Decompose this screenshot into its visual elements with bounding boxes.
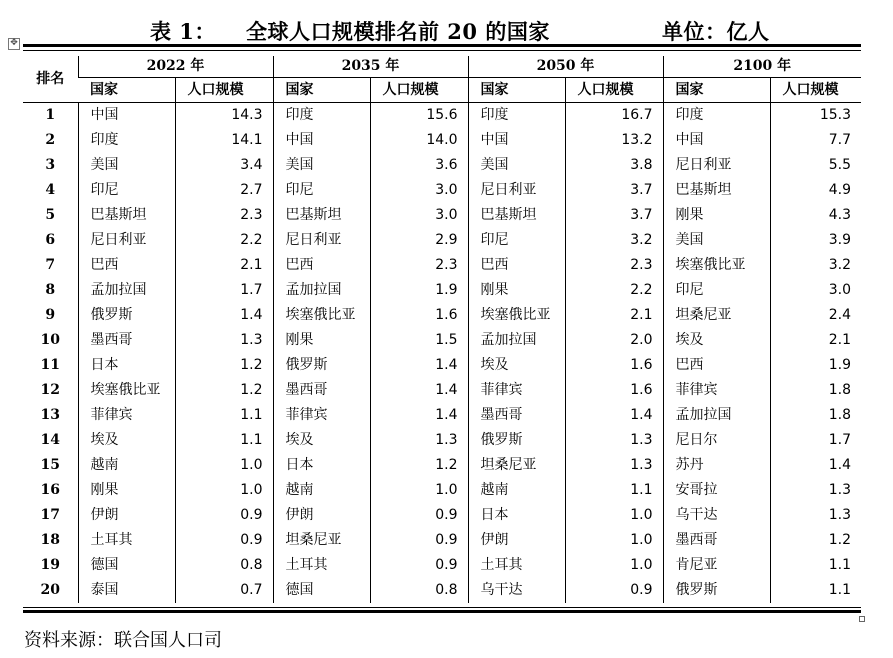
population-cell: 2.2 — [175, 228, 273, 253]
population-cell: 14.0 — [370, 128, 468, 153]
country-cell: 印度 — [663, 103, 770, 129]
country-cell: 巴基斯坦 — [273, 203, 370, 228]
country-cell: 埃及 — [468, 353, 565, 378]
population-cell: 2.0 — [565, 328, 663, 353]
country-cell: 俄罗斯 — [468, 428, 565, 453]
table-row — [23, 403, 861, 428]
country-cell: 坦桑尼亚 — [663, 303, 770, 328]
data-source: 资料来源：联合国人口司 — [24, 630, 222, 651]
country-cell: 日本 — [468, 503, 565, 528]
country-cell: 乌干达 — [663, 503, 770, 528]
country-cell: 刚果 — [273, 328, 370, 353]
population-cell: 13.2 — [565, 128, 663, 153]
population-cell: 1.5 — [370, 328, 468, 353]
country-cell: 墨西哥 — [663, 528, 770, 553]
population-cell: 1.1 — [770, 578, 861, 603]
country-cell: 埃及 — [663, 328, 770, 353]
population-cell: 1.0 — [565, 528, 663, 553]
population-cell: 3.0 — [370, 203, 468, 228]
country-cell: 苏丹 — [663, 453, 770, 478]
country-cell: 刚果 — [78, 478, 175, 503]
population-cell: 2.3 — [565, 253, 663, 278]
population-header: 人口规模 — [565, 78, 663, 103]
population-cell: 1.7 — [770, 428, 861, 453]
table-row — [23, 478, 861, 503]
population-cell: 1.0 — [565, 553, 663, 578]
table-row — [23, 153, 861, 178]
country-cell: 菲律宾 — [468, 378, 565, 403]
population-cell: 3.2 — [565, 228, 663, 253]
population-cell: 0.9 — [370, 553, 468, 578]
population-cell: 3.8 — [565, 153, 663, 178]
population-cell: 1.0 — [370, 478, 468, 503]
country-cell: 坦桑尼亚 — [468, 453, 565, 478]
population-cell: 2.1 — [175, 253, 273, 278]
country-cell: 印度 — [468, 103, 565, 129]
population-header: 人口规模 — [370, 78, 468, 103]
population-cell: 7.7 — [770, 128, 861, 153]
population-cell: 2.1 — [770, 328, 861, 353]
rank-cell: 9 — [45, 307, 56, 323]
country-cell: 孟加拉国 — [663, 403, 770, 428]
population-cell: 2.9 — [370, 228, 468, 253]
country-cell: 巴西 — [78, 253, 175, 278]
population-cell: 3.9 — [770, 228, 861, 253]
country-cell: 菲律宾 — [273, 403, 370, 428]
rank-cell: 12 — [40, 382, 60, 398]
population-cell: 2.1 — [565, 303, 663, 328]
rank-cell: 5 — [45, 207, 56, 223]
country-cell: 印尼 — [273, 178, 370, 203]
country-cell: 德国 — [78, 553, 175, 578]
country-cell: 尼日利亚 — [78, 228, 175, 253]
rank-header: 排名 — [23, 56, 78, 103]
population-cell: 3.7 — [565, 178, 663, 203]
country-cell: 尼日利亚 — [468, 178, 565, 203]
table-row — [23, 278, 861, 303]
country-cell: 印尼 — [468, 228, 565, 253]
country-cell: 埃塞俄比亚 — [468, 303, 565, 328]
country-cell: 俄罗斯 — [273, 353, 370, 378]
population-cell: 1.4 — [370, 353, 468, 378]
country-cell: 中国 — [663, 128, 770, 153]
table-move-handle-icon[interactable]: ✥ — [8, 38, 20, 50]
country-cell: 埃及 — [273, 428, 370, 453]
country-cell: 泰国 — [78, 578, 175, 603]
country-cell: 美国 — [78, 153, 175, 178]
population-cell: 16.7 — [565, 103, 663, 129]
population-cell: 2.3 — [370, 253, 468, 278]
country-cell: 伊朗 — [78, 503, 175, 528]
rank-cell: 2 — [45, 132, 56, 148]
country-cell: 印度 — [273, 103, 370, 129]
population-cell: 2.4 — [770, 303, 861, 328]
table-row — [23, 528, 861, 553]
population-cell: 0.7 — [175, 578, 273, 603]
population-cell: 1.4 — [370, 378, 468, 403]
population-cell: 1.1 — [565, 478, 663, 503]
country-cell: 墨西哥 — [273, 378, 370, 403]
country-cell: 巴西 — [468, 253, 565, 278]
population-cell: 4.3 — [770, 203, 861, 228]
population-cell: 3.2 — [770, 253, 861, 278]
country-cell: 坦桑尼亚 — [273, 528, 370, 553]
rank-cell: 8 — [45, 282, 56, 298]
population-cell: 1.0 — [175, 478, 273, 503]
population-cell: 0.9 — [370, 503, 468, 528]
population-cell: 1.2 — [370, 453, 468, 478]
rank-cell: 11 — [40, 357, 60, 373]
population-cell: 15.6 — [370, 103, 468, 129]
population-cell: 1.0 — [175, 453, 273, 478]
country-cell: 中国 — [78, 103, 175, 129]
population-cell: 3.0 — [370, 178, 468, 203]
population-cell: 1.6 — [565, 353, 663, 378]
population-cell: 1.6 — [565, 378, 663, 403]
country-cell: 刚果 — [468, 278, 565, 303]
rank-cell: 18 — [40, 532, 60, 548]
population-cell: 1.1 — [175, 428, 273, 453]
population-cell: 1.2 — [175, 353, 273, 378]
rank-cell: 16 — [40, 482, 60, 498]
population-cell: 0.9 — [175, 503, 273, 528]
top-rule — [23, 44, 861, 47]
country-cell: 伊朗 — [468, 528, 565, 553]
table-unit: 单位：亿人 — [662, 19, 770, 44]
population-header: 人口规模 — [175, 78, 273, 103]
population-cell: 1.4 — [175, 303, 273, 328]
population-cell: 1.7 — [175, 278, 273, 303]
rank-cell: 4 — [45, 182, 56, 198]
population-cell: 2.3 — [175, 203, 273, 228]
table-row — [23, 553, 861, 578]
top-rule-thin — [23, 50, 861, 51]
country-cell: 尼日尔 — [663, 428, 770, 453]
rank-cell: 17 — [40, 507, 60, 523]
population-cell: 1.3 — [370, 428, 468, 453]
year-header-2100: 2100 年 — [663, 56, 861, 78]
table-row — [23, 253, 861, 278]
population-cell: 1.1 — [770, 553, 861, 578]
population-table — [23, 56, 861, 603]
population-cell: 1.3 — [175, 328, 273, 353]
population-cell: 0.9 — [175, 528, 273, 553]
table-row — [23, 328, 861, 353]
country-cell: 美国 — [468, 153, 565, 178]
population-cell: 14.3 — [175, 103, 273, 129]
country-cell: 中国 — [273, 128, 370, 153]
population-cell: 1.0 — [565, 503, 663, 528]
population-cell: 3.0 — [770, 278, 861, 303]
bottom-rule-thin — [23, 607, 861, 608]
table-row — [23, 353, 861, 378]
country-cell: 埃塞俄比亚 — [663, 253, 770, 278]
country-cell: 越南 — [273, 478, 370, 503]
rank-cell: 20 — [40, 582, 60, 598]
table-row — [23, 203, 861, 228]
country-cell: 印尼 — [663, 278, 770, 303]
table-name: 全球人口规模排名前 20 的国家 — [246, 19, 550, 44]
table-body — [23, 103, 861, 604]
country-cell: 俄罗斯 — [78, 303, 175, 328]
rank-cell: 1 — [45, 107, 56, 123]
population-cell: 1.3 — [565, 453, 663, 478]
population-cell: 4.9 — [770, 178, 861, 203]
country-cell: 尼日利亚 — [273, 228, 370, 253]
country-cell: 土耳其 — [78, 528, 175, 553]
table-row — [23, 428, 861, 453]
country-cell: 土耳其 — [273, 553, 370, 578]
population-cell: 1.4 — [370, 403, 468, 428]
table-row — [23, 303, 861, 328]
population-cell: 3.6 — [370, 153, 468, 178]
country-cell: 墨西哥 — [78, 328, 175, 353]
country-header: 国家 — [78, 78, 175, 103]
year-header-2035: 2035 年 — [273, 56, 468, 78]
country-header: 国家 — [468, 78, 565, 103]
population-cell: 1.4 — [770, 453, 861, 478]
population-cell: 1.3 — [770, 478, 861, 503]
rank-cell: 15 — [40, 457, 60, 473]
rank-cell: 19 — [40, 557, 60, 573]
population-cell: 2.7 — [175, 178, 273, 203]
country-cell: 美国 — [663, 228, 770, 253]
population-cell: 1.1 — [175, 403, 273, 428]
country-cell: 印度 — [78, 128, 175, 153]
country-cell: 肯尼亚 — [663, 553, 770, 578]
table-row — [23, 578, 861, 603]
population-cell: 2.2 — [565, 278, 663, 303]
bottom-rule — [23, 610, 861, 613]
country-cell: 美国 — [273, 153, 370, 178]
country-cell: 埃及 — [78, 428, 175, 453]
population-cell: 3.4 — [175, 153, 273, 178]
country-cell: 巴西 — [663, 353, 770, 378]
country-cell: 日本 — [78, 353, 175, 378]
country-cell: 埃塞俄比亚 — [78, 378, 175, 403]
country-cell: 俄罗斯 — [663, 578, 770, 603]
table-row — [23, 103, 861, 129]
year-header-2050: 2050 年 — [468, 56, 663, 78]
population-cell: 1.6 — [370, 303, 468, 328]
country-cell: 日本 — [273, 453, 370, 478]
country-header: 国家 — [273, 78, 370, 103]
population-cell: 0.9 — [565, 578, 663, 603]
population-cell: 1.9 — [770, 353, 861, 378]
population-cell: 1.8 — [770, 403, 861, 428]
population-cell: 1.2 — [770, 528, 861, 553]
country-cell: 巴基斯坦 — [663, 178, 770, 203]
year-header-2022: 2022 年 — [78, 56, 273, 78]
population-cell: 0.8 — [370, 578, 468, 603]
country-cell: 越南 — [78, 453, 175, 478]
country-cell: 安哥拉 — [663, 478, 770, 503]
population-cell: 3.7 — [565, 203, 663, 228]
country-cell: 墨西哥 — [468, 403, 565, 428]
table-row — [23, 178, 861, 203]
country-cell: 孟加拉国 — [78, 278, 175, 303]
country-cell: 德国 — [273, 578, 370, 603]
rank-cell: 13 — [40, 407, 60, 423]
rank-cell: 6 — [45, 232, 56, 248]
population-cell: 5.5 — [770, 153, 861, 178]
country-cell: 埃塞俄比亚 — [273, 303, 370, 328]
country-header: 国家 — [663, 78, 770, 103]
country-cell: 尼日利亚 — [663, 153, 770, 178]
country-cell: 巴基斯坦 — [78, 203, 175, 228]
population-cell: 0.9 — [370, 528, 468, 553]
table-row — [23, 228, 861, 253]
table-resize-handle[interactable] — [859, 616, 865, 622]
population-header: 人口规模 — [770, 78, 861, 103]
population-cell: 0.8 — [175, 553, 273, 578]
country-cell: 菲律宾 — [663, 378, 770, 403]
country-cell: 土耳其 — [468, 553, 565, 578]
table-row — [23, 503, 861, 528]
population-cell: 1.3 — [565, 428, 663, 453]
country-cell: 乌干达 — [468, 578, 565, 603]
table-row — [23, 128, 861, 153]
rank-cell: 7 — [45, 257, 56, 273]
country-cell: 越南 — [468, 478, 565, 503]
rank-cell: 14 — [40, 432, 60, 448]
country-cell: 中国 — [468, 128, 565, 153]
country-cell: 孟加拉国 — [273, 278, 370, 303]
population-cell: 1.3 — [770, 503, 861, 528]
rank-cell: 3 — [45, 157, 56, 173]
population-cell: 1.8 — [770, 378, 861, 403]
country-cell: 伊朗 — [273, 503, 370, 528]
rank-cell: 10 — [40, 332, 60, 348]
country-cell: 巴基斯坦 — [468, 203, 565, 228]
population-cell: 1.4 — [565, 403, 663, 428]
population-cell: 14.1 — [175, 128, 273, 153]
country-cell: 印尼 — [78, 178, 175, 203]
country-cell: 刚果 — [663, 203, 770, 228]
table-row — [23, 378, 861, 403]
table-row — [23, 453, 861, 478]
population-cell: 1.2 — [175, 378, 273, 403]
table-number: 表 1： — [150, 19, 216, 44]
country-cell: 巴西 — [273, 253, 370, 278]
population-cell: 15.3 — [770, 103, 861, 129]
country-cell: 孟加拉国 — [468, 328, 565, 353]
population-cell: 1.9 — [370, 278, 468, 303]
country-cell: 菲律宾 — [78, 403, 175, 428]
